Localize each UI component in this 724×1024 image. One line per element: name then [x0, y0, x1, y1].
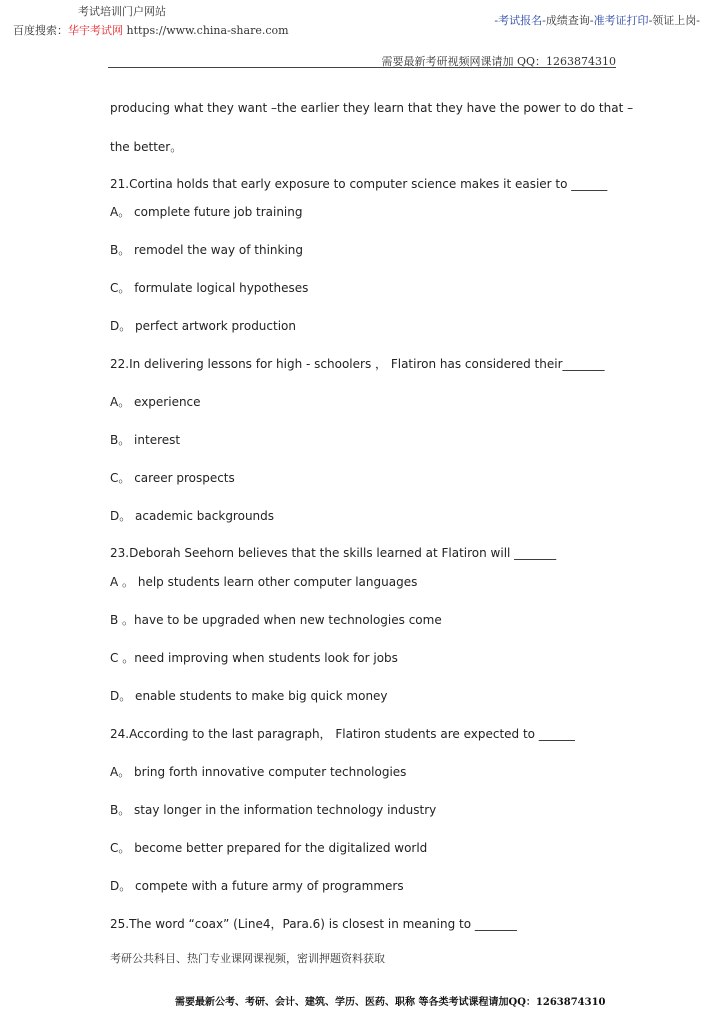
nav-certificate[interactable]: -领证上岗-: [648, 14, 700, 27]
text-line: the better。: [110, 140, 183, 154]
option-24-c: C。 become better prepared for the digitalized world: [110, 841, 428, 855]
option-24-b: B。 stay longer in the information technology industry: [110, 803, 437, 817]
option-24-d: D。 compete with a future army of programmers: [110, 879, 404, 893]
baidu-search-line: [13, 22, 289, 38]
option-24-a: A。 bring forth innovative computer technologies: [110, 765, 407, 779]
option-23-a: A 。 help students learn other computer languages: [110, 575, 418, 589]
option-21-d: D。 perfect artwork production: [110, 319, 296, 333]
option-21-c: C。 formulate logical hypotheses: [110, 281, 309, 295]
site-url[interactable]: https://www.china-share.com: [126, 24, 289, 37]
header-divider: [108, 67, 616, 68]
site-tagline: 考试培训门户网站: [78, 5, 166, 18]
option-21-b: B。 remodel the way of thinking: [110, 243, 304, 257]
question-25: 25.The word “coax” (Line4，Para.6) is closest in meaning to _______: [110, 917, 517, 931]
option-21-a: A。 complete future job training: [110, 205, 303, 219]
header-nav: [494, 12, 700, 28]
option-22-a: A。 experience: [110, 395, 201, 409]
nav-score-query[interactable]: 成绩查询-: [545, 14, 594, 27]
question-24: 24.According to the last paragraph， Flatiron students are expected to ______: [110, 727, 575, 741]
option-23-d: D。 enable students to make big quick money: [110, 689, 388, 703]
question-21: 21.Cortina holds that early exposure to computer science makes it easier to ______: [110, 177, 608, 191]
option-23-b: B 。have to be upgraded when new technologies come: [110, 613, 442, 627]
option-22-b: B。 interest: [110, 433, 181, 447]
question-23: 23.Deborah Seehorn believes that the skills learned at Flatiron will _______: [110, 546, 557, 560]
question-22: 22.In delivering lessons for high - schoolers ， Flatiron has considered their_______: [110, 357, 605, 371]
footer-note: 考研公共科目、热门专业课网课视频，密训押题资料获取: [110, 952, 385, 965]
option-22-d: D。 academic backgrounds: [110, 509, 275, 523]
nav-exam-registration[interactable]: -考试报名-: [494, 14, 546, 27]
nav-admission-ticket[interactable]: 准考证打印: [593, 14, 649, 27]
baidu-label: 百度搜索：: [13, 24, 68, 37]
text-line: producing what they want –the earlier they learn that they have the power to do that –: [110, 101, 634, 115]
option-22-c: C。 career prospects: [110, 471, 235, 485]
qq-contact-note: 需要最新考研视频网课请加 QQ：1263874310: [381, 55, 616, 68]
option-23-c: C 。need improving when students look for jobs: [110, 651, 398, 665]
brand-link[interactable]: 华宇考试网: [68, 24, 123, 37]
footer-contact: 需要最新公考、考研、会计、建筑、学历、医药、职称 等各类考试课程请加QQ：1263874310: [175, 997, 606, 1008]
